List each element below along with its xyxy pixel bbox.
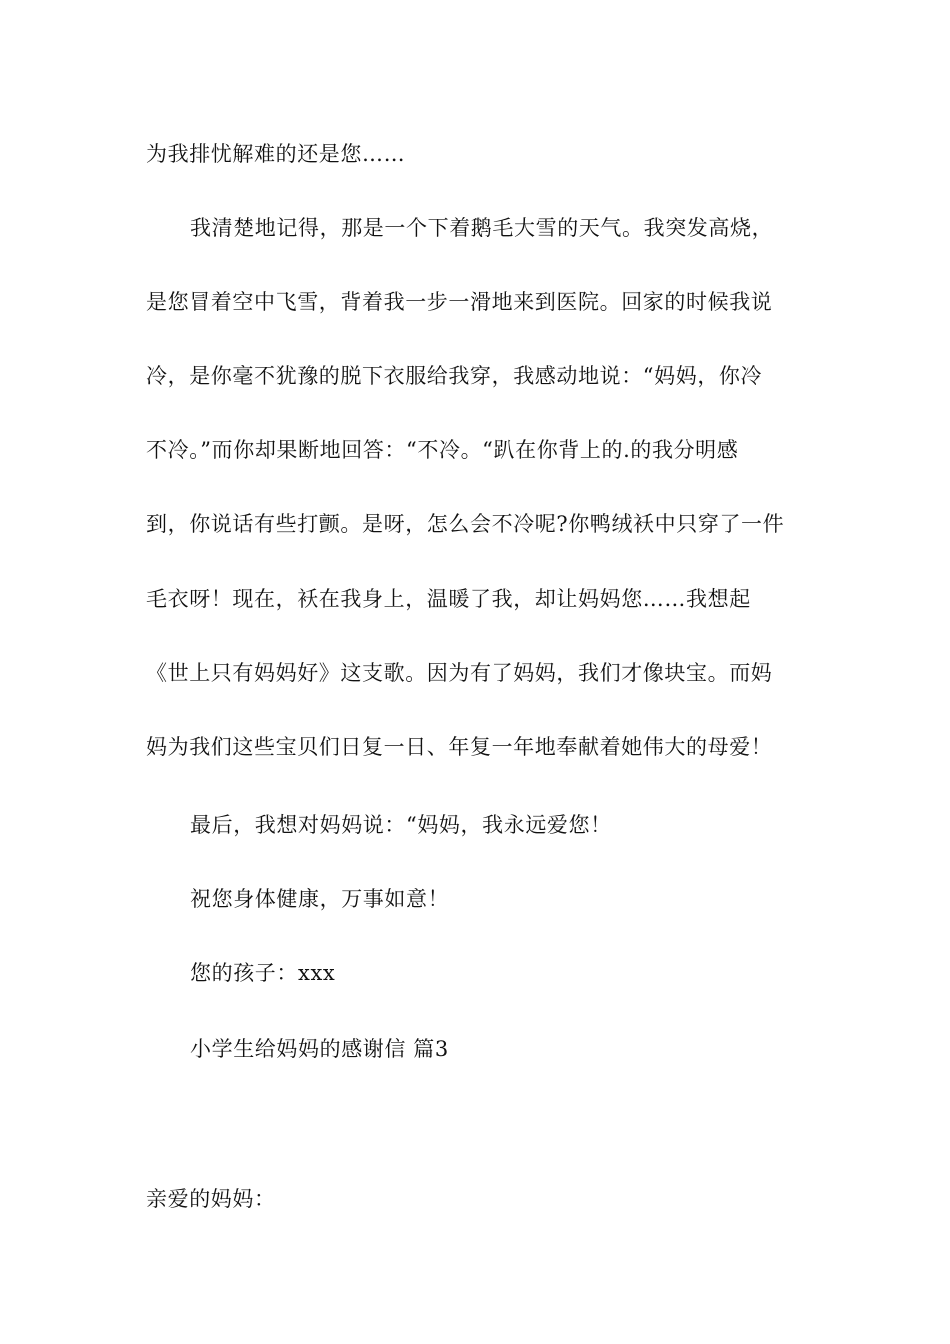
paragraph-line: 不冷。”而你却果断地回答：“不冷。“趴在你背上的.的我分明感: [146, 438, 739, 462]
paragraph-line: 到，你说话有些打颤。是呀，怎么会不冷呢?你鸭绒袄中只穿了一件: [146, 512, 785, 536]
paragraph-line: 我清楚地记得，那是一个下着鹅毛大雪的天气。我突发高烧，: [190, 216, 774, 240]
paragraph-line: 是您冒着空中飞雪，背着我一步一滑地来到医院。回家的时候我说: [146, 290, 773, 314]
paragraph-line: 毛衣呀！现在，袄在我身上，温暖了我，却让妈妈您……我想起: [146, 587, 751, 611]
wishes-line: 祝您身体健康，万事如意！: [190, 887, 450, 911]
salutation-line: 亲爱的妈妈：: [146, 1187, 276, 1211]
signature-line: 您的孩子：xxx: [190, 961, 336, 985]
paragraph-line: 为我排忧解难的还是您……: [146, 142, 406, 166]
paragraph-line: 冷，是你毫不犹豫的脱下衣服给我穿，我感动地说：“妈妈，你冷: [146, 364, 763, 388]
paragraph-line: 妈为我们这些宝贝们日复一日、年复一年地奉献着她伟大的母爱！: [146, 735, 773, 759]
section-heading: 小学生给妈妈的感谢信 篇3: [190, 1037, 449, 1061]
closing-line: 最后，我想对妈妈说：“妈妈，我永远爱您！: [190, 813, 612, 837]
paragraph-line: 《世上只有妈妈好》这支歌。因为有了妈妈，我们才像块宝。而妈: [146, 661, 773, 685]
